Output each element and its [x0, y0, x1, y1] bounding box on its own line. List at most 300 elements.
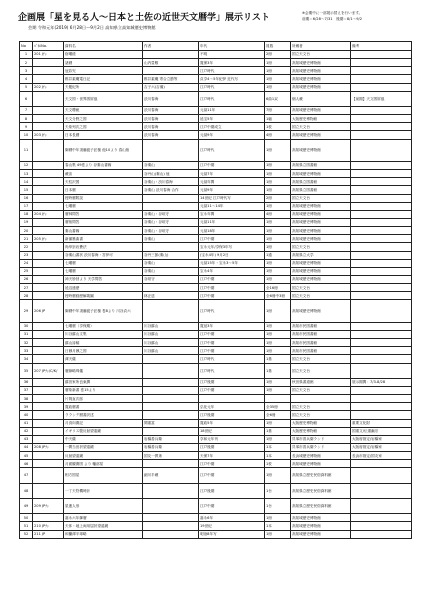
- cell-author: 谷秦山 渋川春海 合作: [143, 186, 199, 194]
- cell-era: 江戸中期成立: [199, 123, 265, 131]
- cell-panel: [33, 243, 64, 251]
- cell-count: 1基: [265, 355, 291, 363]
- cell-name: 授時暦附説: [64, 194, 143, 202]
- table-row: [20, 259, 412, 267]
- cell-panel: 202 Jﾁｪ: [33, 83, 64, 91]
- cell-era: 貞享4～5年紀伊 近代写: [199, 75, 265, 83]
- table-row: [20, 292, 412, 300]
- cell-name: 蘇田家所良東澗: [64, 378, 143, 386]
- cell-owner: 国立天文台: [291, 386, 351, 394]
- cell-author: 谷秦山・谷垣守: [143, 227, 199, 235]
- cell-note: [351, 186, 412, 194]
- cell-author: 吉子六(吉備): [143, 83, 199, 91]
- cell-owner: 高知市民図書館: [291, 330, 351, 338]
- table-row: [20, 186, 412, 194]
- cell-no: 22: [20, 243, 33, 251]
- table-row: [20, 355, 412, 363]
- cell-no: 44: [20, 443, 33, 451]
- cell-owner: 国立天文台: [291, 411, 351, 419]
- cell-panel: 204 Jﾁｪ: [33, 210, 64, 218]
- cell-no: 33: [20, 347, 33, 355]
- cell-author: [143, 514, 199, 522]
- cell-era: 不明: [199, 51, 265, 59]
- cell-note: [351, 227, 412, 235]
- cell-name: 尚萃崇岩蒼法: [64, 243, 143, 251]
- cell-author: 山内豊敷: [143, 59, 199, 67]
- cell-name: 天罷紀所: [64, 83, 143, 91]
- cell-count: 1冊: [265, 468, 291, 483]
- cell-no: 27: [20, 284, 33, 292]
- cell-era: 江戸中期: [199, 468, 265, 483]
- cell-era: 江戸中期: [199, 498, 265, 513]
- cell-no: 17: [20, 202, 33, 210]
- table-row: [20, 178, 412, 186]
- cell-panel: 211 JP: [33, 530, 64, 538]
- cell-note: 長浜市指定/国友家: [351, 452, 412, 460]
- cell-panel: 208 JPﾁｪ: [33, 443, 64, 451]
- cell-name: 谷秦山書状 渋川春海・宮伊可: [64, 251, 143, 259]
- cell-era: 江戸時代: [199, 300, 265, 322]
- cell-no: 41: [20, 419, 33, 427]
- cell-author: 椎井素魔 寄合立節等: [143, 75, 199, 83]
- cell-owner: 高知県立図書館: [291, 178, 351, 186]
- table-row: [20, 403, 412, 411]
- cell-no: 52: [20, 530, 33, 538]
- cell-note: [351, 522, 412, 530]
- cell-owner: 高知城歴史博物館: [291, 139, 351, 161]
- cell-name: 七曜暦: [64, 259, 143, 267]
- col-header-no: No: [20, 42, 33, 51]
- cell-name: 暦線略珠儀: [64, 363, 143, 378]
- table-row: [20, 363, 412, 378]
- cell-count: 1冊: [265, 139, 291, 161]
- cell-no: 12: [20, 162, 33, 170]
- cell-name: 椎井素魔電日記: [64, 75, 143, 83]
- cell-name: 御暦中年須藤渡子匠様 巻8より 川谷貞六: [64, 300, 143, 322]
- cell-author: 谷秦山: [143, 259, 199, 267]
- table-row: [20, 83, 412, 91]
- cell-note: [351, 83, 412, 91]
- cell-note: [351, 339, 412, 347]
- cell-owner: 貝塚市善兵衛ランド: [291, 443, 351, 451]
- table-row: [20, 235, 412, 243]
- cell-panel: [33, 292, 64, 300]
- cell-author: [143, 427, 199, 435]
- cell-panel: 209 JPﾁｪ: [33, 498, 64, 513]
- cell-author: 岩橋善兵衛: [143, 435, 199, 443]
- cell-name: 七曜暦: [64, 267, 143, 275]
- cell-note: 大阪府指定/岩橋家: [351, 435, 412, 443]
- cell-panel: [33, 267, 64, 275]
- col-header-name: 資料名: [64, 42, 143, 51]
- cell-no: 47: [20, 468, 33, 483]
- cell-owner: 国立天文台: [291, 194, 351, 202]
- cell-name: 日蝕月蝕之図: [64, 347, 143, 355]
- cell-count: 1冊: [265, 162, 291, 170]
- cell-count: 1冊: [265, 202, 291, 210]
- cell-count: 1冊: [265, 530, 291, 538]
- cell-era: 18世紀: [199, 427, 265, 435]
- cell-panel: [33, 186, 64, 194]
- cell-author: 渋川春海: [143, 91, 199, 106]
- table-row: [20, 483, 412, 498]
- cell-no: 4: [20, 75, 33, 83]
- cell-era: 江戸中期: [199, 330, 265, 338]
- cell-count: 1冊: [265, 378, 291, 386]
- table-row: [20, 170, 412, 178]
- cell-name: 諸暦: [64, 59, 143, 67]
- cell-era: 元禄11年: [199, 107, 265, 115]
- cell-count: 全16冊: [265, 284, 291, 292]
- cell-note: 展示期間：7/3-8/28: [351, 378, 412, 386]
- cell-owner: 大阪歴史博物館: [291, 419, 351, 427]
- cell-count: 1冊: [265, 330, 291, 338]
- cell-owner: 高知城歴史博物館: [291, 530, 351, 538]
- cell-owner: 高知城歴史博物館: [291, 275, 351, 283]
- exhibit-list-table: [19, 41, 412, 539]
- cell-era: 江戸時代: [199, 91, 265, 106]
- cell-author: [143, 243, 199, 251]
- cell-no: 19: [20, 218, 33, 226]
- cell-panel: [33, 395, 64, 403]
- cell-count: 4冊: [265, 210, 291, 218]
- cell-owner: 高知城歴史博物館: [291, 460, 351, 468]
- cell-author: [143, 194, 199, 202]
- cell-era: 江戸中期: [199, 292, 265, 300]
- document-header: [18, 10, 410, 40]
- table-row: [20, 123, 412, 131]
- cell-count: 1冊: [265, 435, 291, 443]
- cell-panel: [33, 194, 64, 202]
- cell-era: 江戸中期: [199, 235, 265, 243]
- cell-era: 14世紀 江戸時代写: [199, 194, 265, 202]
- cell-author: [143, 300, 199, 322]
- cell-owner: 高知城歴史博物館: [291, 202, 351, 210]
- cell-name: 新蒲墨曲書: [64, 235, 143, 243]
- cell-no: 38: [20, 395, 33, 403]
- cell-author: [143, 403, 199, 411]
- cell-name: 蔵宙: [64, 170, 143, 178]
- cell-era: 元禄年間: [199, 178, 265, 186]
- cell-era: 嘉永6年: [199, 514, 265, 522]
- cell-owner: 国立天文台: [291, 355, 351, 363]
- table-row: [20, 202, 412, 210]
- cell-era: 寛保3年: [199, 59, 265, 67]
- exhibition-notes: [302, 10, 410, 22]
- cell-count: 1冊: [265, 339, 291, 347]
- cell-owner: 高知城歴史博物館: [291, 218, 351, 226]
- table-row: [20, 468, 412, 483]
- cell-author: [143, 51, 199, 59]
- cell-panel: [33, 355, 64, 363]
- cell-author: 細川半蔵: [143, 468, 199, 483]
- cell-count: 7冊: [265, 107, 291, 115]
- cell-name: 天体・地上両用屈折望遠鏡: [64, 522, 143, 530]
- cell-no: 34: [20, 355, 33, 363]
- cell-note: 国重文/伝重幽宗: [351, 427, 412, 435]
- cell-owner: 国立天文台: [291, 51, 351, 59]
- cell-owner: 高知県立大学: [291, 251, 351, 259]
- cell-era: 江戸時代: [199, 67, 265, 75]
- cell-author: 渋川春海: [143, 107, 199, 115]
- cell-no: 3: [20, 67, 33, 75]
- table-row: [20, 443, 412, 451]
- cell-author: 谷秦山・谷垣守: [143, 218, 199, 226]
- cell-note: [351, 411, 412, 419]
- cell-owner: 国立天文台: [291, 363, 351, 378]
- cell-panel: [33, 330, 64, 338]
- cell-no: 36: [20, 378, 33, 386]
- cell-no: 9: [20, 123, 33, 131]
- cell-author: [143, 522, 199, 530]
- cell-count: 1基: [265, 427, 291, 435]
- cell-panel: [33, 123, 64, 131]
- cell-note: [351, 259, 412, 267]
- cell-author: 谷秦山: [143, 267, 199, 275]
- cell-panel: [33, 435, 64, 443]
- cell-note: [351, 498, 412, 513]
- cell-no: 29: [20, 300, 33, 322]
- cell-era: 宝永年間: [199, 210, 265, 218]
- cell-note: [351, 59, 412, 67]
- cell-owner: 国立天文台: [291, 243, 351, 251]
- table-row: [20, 452, 412, 460]
- cell-era: 江戸後期: [199, 483, 265, 498]
- cell-name: 日本暦: [64, 186, 143, 194]
- cell-era: 江戸時代: [199, 363, 265, 378]
- cell-note: [351, 107, 412, 115]
- cell-no: 46: [20, 460, 33, 468]
- cell-owner: 高知城歴史博物館: [291, 83, 351, 91]
- table-row: [20, 522, 412, 530]
- cell-note: [351, 194, 412, 202]
- cell-note: [351, 75, 412, 83]
- cell-era: 江戸中期: [199, 460, 265, 468]
- cell-no: 20: [20, 227, 33, 235]
- cell-no: 23: [20, 251, 33, 259]
- cell-count: 1冊: [265, 59, 291, 67]
- cell-no: 14: [20, 178, 33, 186]
- cell-note: 重要文化財: [351, 419, 412, 427]
- cell-owner: 国立天文台: [291, 284, 351, 292]
- cell-author: 林正廷: [143, 292, 199, 300]
- cell-note: [351, 51, 412, 59]
- cell-panel: [33, 251, 64, 259]
- table-row: [20, 427, 412, 435]
- cell-owner: 高知県立図書館: [291, 186, 351, 194]
- cell-owner: 国立天文台: [291, 403, 351, 411]
- cell-author: 渋川春海: [143, 131, 199, 139]
- table-row: [20, 330, 412, 338]
- cell-note: 大阪府指定/岩橋家: [351, 443, 412, 451]
- cell-author: [143, 411, 199, 419]
- cell-no: 42: [20, 427, 33, 435]
- table-row: [20, 498, 412, 513]
- cell-no: 18: [20, 210, 33, 218]
- cell-panel: [33, 75, 64, 83]
- cell-owner: 高知城歴史博物館: [291, 210, 351, 218]
- cell-panel: [33, 275, 64, 283]
- table-row: [20, 115, 412, 123]
- cell-note: [351, 235, 412, 243]
- cell-count: 1冊: [265, 178, 291, 186]
- cell-era: 江戸中期: [199, 347, 265, 355]
- cell-author: 谷秦山: [143, 235, 199, 243]
- cell-count: 全6冊中3冊: [265, 292, 291, 300]
- cell-name: 月面観測図 より 幡部星: [64, 460, 143, 468]
- cell-panel: 210 JPﾁｪ: [33, 522, 64, 530]
- cell-note: [351, 162, 412, 170]
- cell-owner: 高知市民図書館: [291, 322, 351, 330]
- cell-count: 1冊: [265, 243, 291, 251]
- cell-author: [143, 483, 199, 498]
- note-line: ※会期中に一部展示替えを行います。: [302, 11, 363, 15]
- table-header-row: [20, 42, 412, 51]
- cell-note: [351, 403, 412, 411]
- cell-panel: [33, 386, 64, 394]
- cell-note: [351, 267, 412, 275]
- cell-owner: 高知市民図書館: [291, 339, 351, 347]
- cell-name: 反射望遠鏡: [64, 452, 143, 460]
- cell-count: [265, 395, 291, 403]
- cell-owner: 高知城歴史博物館: [291, 259, 351, 267]
- cell-owner: 高知城歴史博物館: [291, 227, 351, 235]
- cell-name: 嘉永六年御暦: [64, 514, 143, 522]
- cell-panel: [33, 419, 64, 427]
- table-row: [20, 139, 412, 161]
- cell-owner: 個人蔵: [291, 91, 351, 106]
- cell-era: (宝永4年) 9月2日: [199, 251, 265, 259]
- cell-owner: 高知県立歴史民俗資料館: [291, 483, 351, 498]
- cell-owner: 高知城歴史博物館: [291, 75, 351, 83]
- cell-owner: 高知城歴史博物館: [291, 59, 351, 67]
- cell-note: [351, 251, 412, 259]
- cell-panel: [33, 107, 64, 115]
- col-header-era: 年代: [199, 42, 265, 51]
- cell-no: 32: [20, 339, 33, 347]
- table-row: [20, 419, 412, 427]
- cell-count: 1枚: [265, 460, 291, 468]
- cell-author: 谷丹山(秦山) 他: [143, 170, 199, 178]
- cell-no: 1: [20, 51, 33, 59]
- table-row: [20, 91, 412, 106]
- cell-owner: [291, 395, 351, 403]
- cell-no: 51: [20, 522, 33, 530]
- cell-no: 31: [20, 330, 33, 338]
- cell-count: 1冊: [265, 218, 291, 226]
- cell-owner: 高知城歴史博物館: [291, 300, 351, 322]
- col-header-owner: 所蔵者: [291, 42, 351, 51]
- table-row: [20, 210, 412, 218]
- cell-author: [143, 386, 199, 394]
- cell-no: 15: [20, 186, 33, 194]
- cell-count: 1通: [265, 251, 291, 259]
- cell-no: 39: [20, 403, 33, 411]
- cell-name: 暦象新書 巻15より: [64, 386, 143, 394]
- cell-author: [143, 530, 199, 538]
- cell-note: [351, 67, 412, 75]
- cell-note: [351, 131, 412, 139]
- cell-owner: 高知城歴史博物館: [291, 107, 351, 115]
- table-row: [20, 251, 412, 259]
- cell-name: ラランデ暦書訳述: [64, 411, 143, 419]
- cell-no: 50: [20, 514, 33, 522]
- col-header-count: 員数: [265, 42, 291, 51]
- cell-author: [143, 378, 199, 386]
- cell-no: 35: [20, 363, 33, 378]
- cell-name: 春山集 49巻より 谷秦山書翰: [64, 162, 143, 170]
- col-header-note: 備考: [351, 42, 412, 51]
- cell-count: 1冊: [265, 419, 291, 427]
- table-row: [20, 243, 412, 251]
- col-header-panel: ﾊﾟﾈﾙNo.: [33, 42, 64, 51]
- cell-count: 1冊: [265, 322, 291, 330]
- cell-era: 延宝5年: [199, 115, 265, 123]
- cell-author: [143, 355, 199, 363]
- cell-count: 1冊: [265, 170, 291, 178]
- cell-note: [351, 322, 412, 330]
- cell-count: 全35冊: [265, 403, 291, 411]
- cell-panel: [33, 468, 64, 483]
- cell-era: 江戸後期: [199, 411, 265, 419]
- cell-owner: 長浜城歴史博物館: [291, 452, 351, 460]
- cell-no: 16: [20, 194, 33, 202]
- table-row: [20, 322, 412, 330]
- cell-count: 1本: [265, 443, 291, 451]
- cell-author: 川谷蘇山: [143, 347, 199, 355]
- cell-panel: 201 Jﾁｪ: [33, 51, 64, 59]
- cell-name: 渾天儀: [64, 355, 143, 363]
- cell-no: 49: [20, 498, 33, 513]
- cell-name: 暦林問答: [64, 210, 143, 218]
- cell-panel: [33, 59, 64, 67]
- cell-era: 江戸時代: [199, 355, 265, 363]
- cell-owner: 大阪歴史博物館: [291, 427, 351, 435]
- cell-no: 10: [20, 131, 33, 139]
- cell-era: 元禄11～14年: [199, 202, 265, 210]
- cell-era: 寛延3年: [199, 322, 265, 330]
- table-row: [20, 386, 412, 394]
- cell-count: 1冊: [265, 227, 291, 235]
- cell-era: 江戸中期: [199, 386, 265, 394]
- cell-count: 1冊: [265, 300, 291, 322]
- cell-panel: 203 Jﾁｪ: [33, 131, 64, 139]
- cell-note: [351, 123, 412, 131]
- cell-panel: [33, 322, 64, 330]
- cell-note: [351, 218, 412, 226]
- cell-owner: 高知城歴史博物館: [291, 67, 351, 75]
- cell-name: 月食向測記: [64, 419, 143, 427]
- cell-panel: [33, 339, 64, 347]
- cell-name: 七曜暦: [64, 202, 143, 210]
- cell-era: 江戸中期: [199, 339, 265, 347]
- cell-count: 1冊: [265, 235, 291, 243]
- cell-panel: 206 JP: [33, 300, 64, 322]
- cell-no: 48: [20, 483, 33, 498]
- cell-owner: 高知県立図書館: [291, 162, 351, 170]
- cell-count: 1台: [265, 498, 291, 513]
- cell-era: 享和元年刊: [199, 435, 265, 443]
- cell-name: 天柱沢図: [64, 178, 143, 186]
- cell-name: 天象列次之図: [64, 123, 143, 131]
- cell-era: 江戸中期: [199, 284, 265, 292]
- cell-owner: 高知城歴史博物館: [291, 131, 351, 139]
- cell-author: 渋川春海: [143, 115, 199, 123]
- cell-note: [351, 460, 412, 468]
- cell-panel: 205 Jﾁｪ: [33, 235, 64, 243]
- cell-count: 2冊: [265, 51, 291, 59]
- cell-name: 相方図星: [64, 468, 143, 483]
